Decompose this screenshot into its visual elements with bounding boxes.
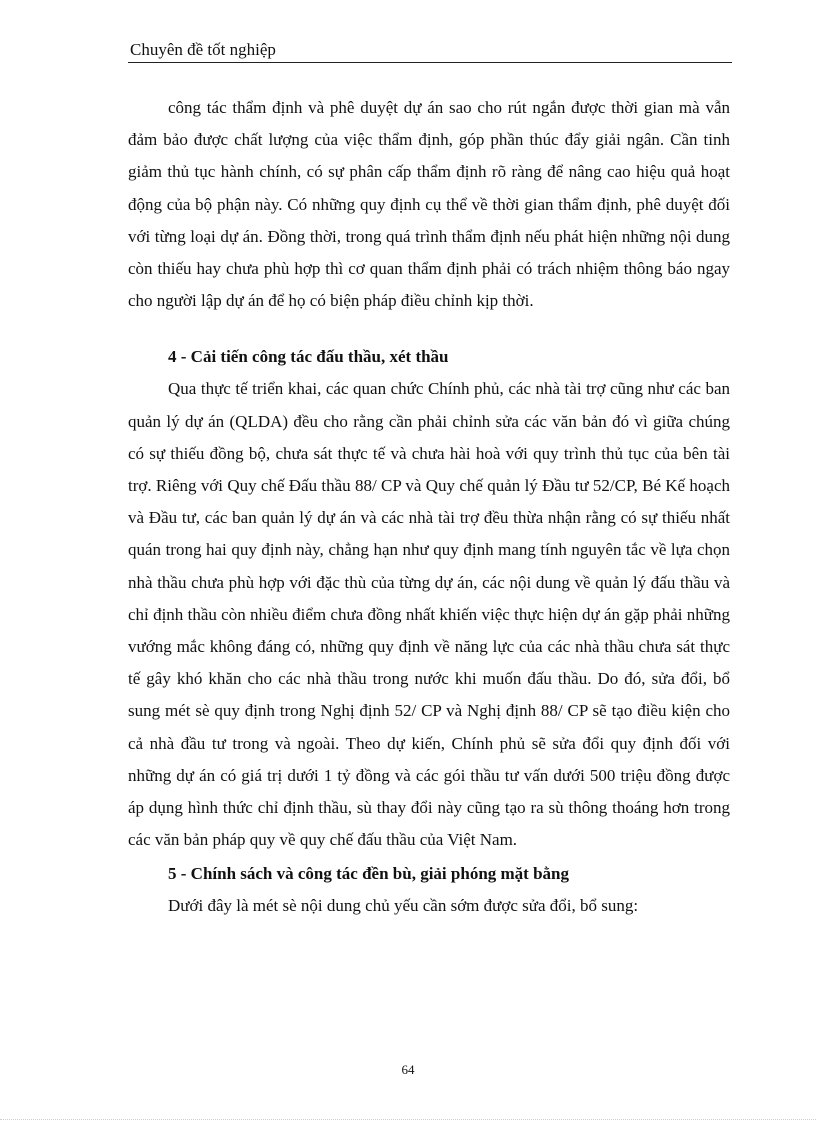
paragraph-compensation-intro: Dưới đây là mét sè nội dung chủ yếu cần sớm được sửa đổi, bổ sung: — [168, 896, 639, 916]
paragraph-appraisal: công tác thẩm định và phê duyệt dự án sao cho rút ngắn được thời gian mà vẫn đảm bảo được chất lượng của việc thẩm định, góp phần thúc đẩy giải ngân. Cần tinh giảm thủ tục hành chính, có sự phân cấp thẩm định rõ ràng để nâng cao hiệu quả hoạt động của bộ phận này. Có những quy định cụ thể về thời gian thẩm định, phê duyệt đối với từng loại dự án. Đồng thời, trong quá trình thẩm định nếu phát hiện những nội dung còn thiếu hay chưa phù hợp thì cơ quan thẩm định phải có trách nhiệm thông báo ngay cho người lập dự án để họ có biện pháp điều chỉnh kịp thời. — [128, 98, 730, 311]
section-heading-4: 4 - Cải tiến công tác đấu thầu, xét thầu — [168, 347, 449, 367]
document-body — [128, 92, 730, 923]
page-header — [128, 38, 732, 63]
header-title: Chuyên đề tốt nghiệp — [130, 40, 276, 59]
page-number: 64 — [401, 1062, 415, 1077]
paragraph-bidding: Qua thực tế triển khai, các quan chức Chính phủ, các nhà tài trợ cũng như các ban quản lý dự án (QLDA) đều cho rằng cần phải chỉnh sửa các văn bản đó vì giữa chúng có sự thiếu đồng bộ, chưa sát thực tế và chưa hài hoà với quy trình thủ tục của bên tài trợ. Riêng với Quy chế Đấu thầu 88/ CP và Quy chế quản lý Đầu tư 52/CP, Bé Kế hoạch và Đầu tư, các ban quản lý dự án và các nhà tài trợ đều thừa nhận rằng có sự thiếu nhất quán trong hai quy định này, chẳng hạn như quy định mang tính nguyên tắc về lựa chọn nhà thầu chưa phù hợp với đặc thù của từng dự án, các nội dung về quản lý đấu thầu và chỉ định thầu còn nhiều điểm chưa đồng nhất khiến việc thực hiện dự án gặp phải những vướng mắc không đáng có, những quy định về năng lực của các nhà thầu chưa sát thực tế gây khó khăn cho các nhà thầu trong nước khi muốn đấu thầu. Do đó, sửa đổi, bổ sung mét sè quy định trong Nghị định 52/ CP và Nghị định 88/ CP sẽ tạo điều kiện cho cả nhà đầu tư trong và ngoài. Theo dự kiến, Chính phủ sẽ sửa đổi quy định đối với những dự án có giá trị dưới 1 tỷ đồng và các gói thầu tư vấn dưới 500 triệu đồng được áp dụng hình thức chỉ định thầu, sù thay đổi này cũng tạo ra sù thông thoáng hơn trong các văn bản pháp quy về quy chế đấu thầu của Việt Nam. — [128, 379, 730, 850]
section-heading-5: 5 - Chính sách và công tác đền bù, giải phóng mặt bằng — [168, 864, 570, 884]
page-bottom-divider — [0, 1119, 816, 1120]
